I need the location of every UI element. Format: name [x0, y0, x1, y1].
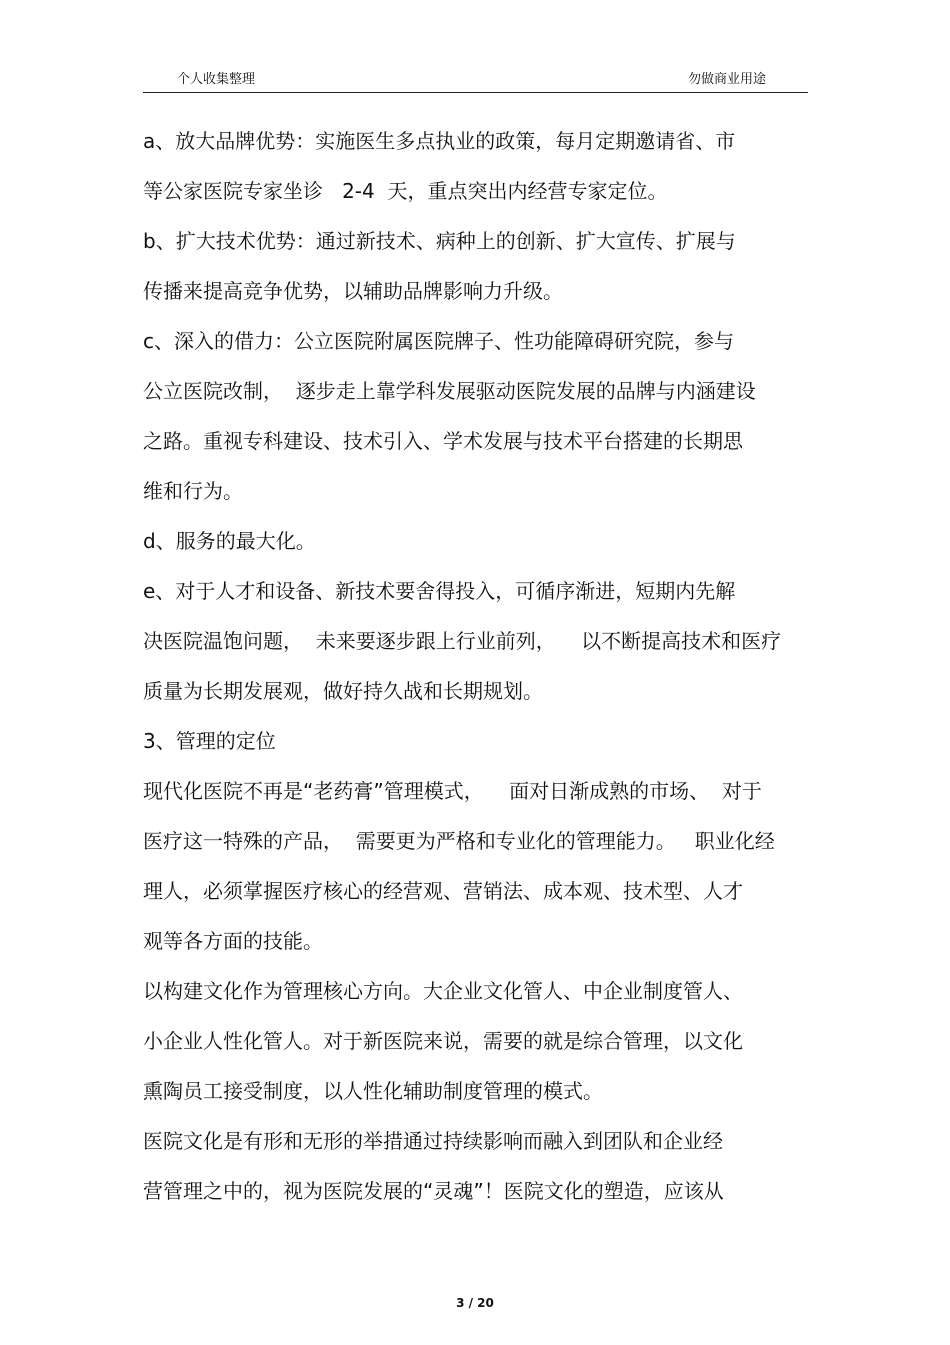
text-line: 观等各方面的技能。 [143, 929, 323, 953]
text-line: 小企业人性化管人。对于新医院来说，需要的就是综合管理，以文化 [143, 1029, 743, 1053]
text-line: 等公家医院专家坐诊 2-4 天，重点突出内经营专家定位。 [143, 179, 668, 203]
header-left-text: 个人收集整理 [177, 72, 256, 87]
text-line: 之路。重视专科建设、技术引入、学术发展与技术平台搭建的长期思 [143, 429, 743, 453]
text-line: b、扩大技术优势：通过新技术、病种上的创新、扩大宣传、扩展与 [143, 229, 736, 253]
text-line: 决医院温饱问题， 未来要逐步跟上行业前列， 以不断提高技术和医疗 [143, 629, 782, 653]
text-line: c、深入的借力：公立医院附属医院牌子、性功能障碍研究院，参与 [143, 329, 734, 353]
text-line: 营管理之中的，视为医院发展的“灵魂”！医院文化的塑造，应该从 [143, 1179, 724, 1203]
text-line: 医疗这一特殊的产品， 需要更为严格和专业化的管理能力。 职业化经 [143, 829, 775, 853]
text-line: 以构建文化作为管理核心方向。大企业文化管人、中企业制度管人、 [143, 979, 743, 1003]
document-body [143, 124, 813, 1224]
text-line: 现代化医院不再是“老药膏”管理模式， 面对日渐成熟的市场、 对于 [143, 779, 762, 803]
text-line: 公立医院改制， 逐步走上靠学科发展驱动医院发展的品牌与内涵建设 [143, 379, 756, 403]
text-line: 医院文化是有形和无形的举措通过持续影响而融入到团队和企业经 [143, 1129, 723, 1153]
text-line: 维和行为。 [143, 479, 243, 503]
section-heading: 3、管理的定位 [143, 729, 276, 753]
page-number: 3 / 20 [456, 1296, 494, 1310]
header-right-text: 勿做商业用途 [687, 72, 766, 87]
text-line: 质量为长期发展观，做好持久战和长期规划。 [143, 679, 543, 703]
text-line: a、放大品牌优势：实施医生多点执业的政策，每月定期邀请省、市 [143, 129, 736, 153]
text-line: 传播来提高竞争优势，以辅助品牌影响力升级。 [143, 279, 563, 303]
text-line: e、对于人才和设备、新技术要舍得投入，可循序渐进，短期内先解 [143, 579, 736, 603]
text-line: d、服务的最大化。 [143, 529, 316, 553]
page-header [143, 66, 808, 93]
text-line: 熏陶员工接受制度，以人性化辅助制度管理的模式。 [143, 1079, 603, 1103]
text-line: 理人，必须掌握医疗核心的经营观、营销法、成本观、技术型、人才 [143, 879, 743, 903]
